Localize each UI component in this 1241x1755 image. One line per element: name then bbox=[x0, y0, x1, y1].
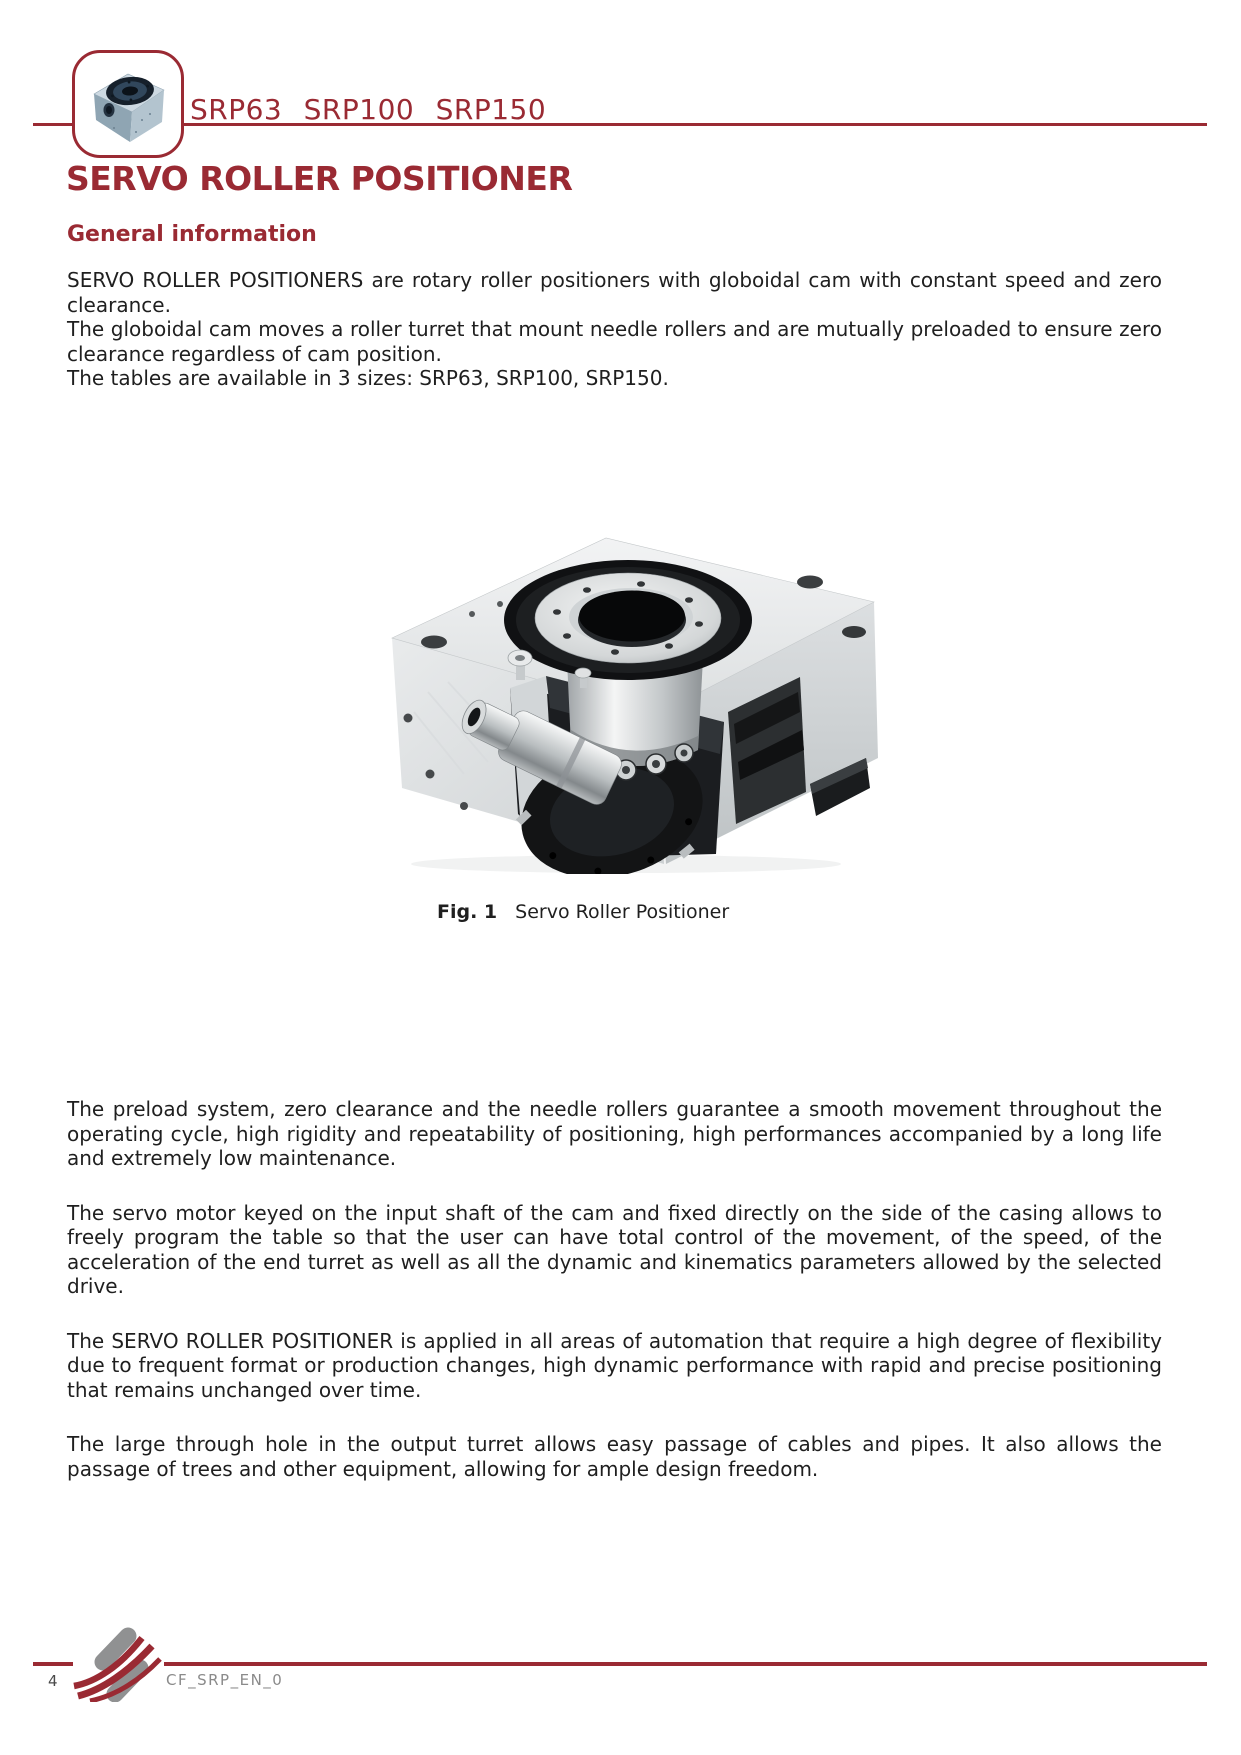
intro-sentence: SERVO ROLLER POSITIONERS are rotary roller positioners with globoidal cam with constant speed and zero clearance. bbox=[67, 268, 1162, 317]
intro-paragraph bbox=[67, 268, 1162, 391]
paragraph: The servo motor keyed on the input shaft of the cam and fixed directly on the side of the casing allows to freely program the table so that the user can have total control of the movement, of the speed, of the acceleration of the end turret as well as all the dynamic and kinematics parameters allowed by the selected drive. bbox=[67, 1200, 1162, 1298]
page-title: SERVO ROLLER POSITIONER bbox=[66, 159, 573, 198]
figure-label: Fig. 1 bbox=[437, 901, 498, 923]
paragraph: The large through hole in the output turret allows easy passage of cables and pipes. It also allows the passage of trees and other equipment, allowing for ample design freedom. bbox=[67, 1432, 1162, 1481]
intro-sentence: The tables are available in 3 sizes: SRP63, SRP100, SRP150. bbox=[67, 366, 669, 390]
figure-caption-text: Servo Roller Positioner bbox=[515, 901, 730, 923]
paragraph: The preload system, zero clearance and the needle rollers guarantee a smooth movement throughout the operating cycle, high rigidity and repeatability of positioning, high performances accompanied by a long life and extremely low maintenance. bbox=[67, 1097, 1162, 1170]
header-model-list: SRP63 SRP100 SRP150 bbox=[190, 93, 547, 126]
page-number: 4 bbox=[48, 1672, 58, 1690]
footer-rule-right bbox=[164, 1662, 1207, 1666]
header-product-badge bbox=[72, 50, 184, 158]
paragraph: The SERVO ROLLER POSITIONER is applied in all areas of automation that require a high degree of flexibility due to frequent format or production changes, high dynamic performance with rapid and precise positioning that remains unchanged over time. bbox=[67, 1328, 1162, 1402]
servo-positioner-photo-icon bbox=[84, 58, 172, 150]
intro-sentence: The globoidal cam moves a roller turret that mount needle rollers and are mutually preloaded to ensure zero clearance regardless of cam position. bbox=[67, 317, 1162, 366]
section-heading: General information bbox=[67, 222, 317, 247]
document-code: CF_SRP_EN_0 bbox=[166, 1671, 284, 1689]
body-copy bbox=[67, 1097, 1162, 1511]
figure-caption bbox=[437, 901, 729, 923]
company-logo-icon bbox=[70, 1626, 164, 1702]
footer-rule-left bbox=[33, 1662, 73, 1666]
servo-roller-positioner-cutaway-icon bbox=[368, 462, 888, 874]
